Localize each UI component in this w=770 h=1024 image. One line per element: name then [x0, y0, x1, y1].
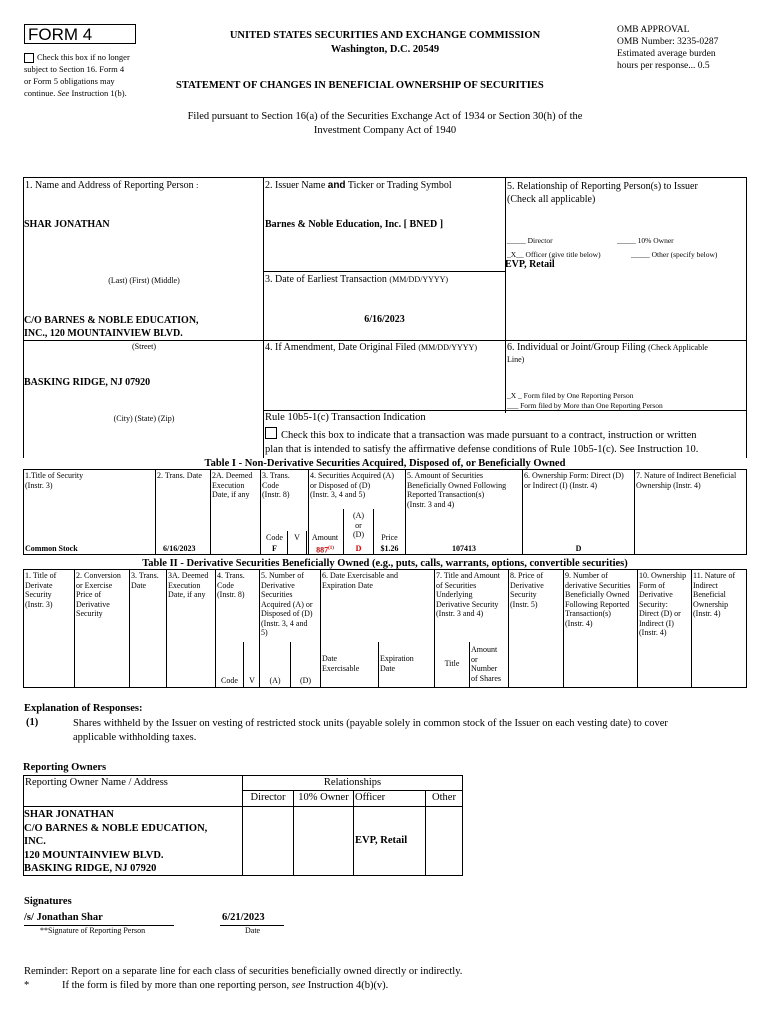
- omb-line-4: hours per response... 0.5: [617, 61, 710, 71]
- t1-header-deemed: 2A. Deemed Execution Date, if any: [212, 471, 253, 499]
- checkbox-text-2: subject to Section 16. Form 4: [24, 64, 125, 75]
- t2-header-deemed: 3A. Deemed Execution Date, if any: [168, 571, 209, 599]
- t2-header-price: 8. Price of Derivative Security (Instr. 5): [510, 571, 544, 609]
- t1-header-nature: 7. Nature of Indirect Beneficial Ownership (Instr. 4): [636, 471, 737, 490]
- checkbox-text-5: Instruction 1(b).: [71, 88, 127, 99]
- owners-col-name: Reporting Owner Name / Address: [25, 777, 168, 788]
- t1-sub-price: Price: [381, 533, 398, 542]
- street-line-2: INC., 120 MOUNTAINVIEW BLVD.: [24, 328, 183, 339]
- t2-vline-6: [320, 569, 321, 688]
- t2-vline-9: [563, 569, 564, 688]
- form-title: FORM 4: [24, 24, 136, 44]
- t1-vline-6: [522, 469, 523, 555]
- owner-address-line-5: BASKING RIDGE, NJ 07920: [24, 863, 157, 874]
- issuer-name: Barnes & Noble Education, Inc. [ BNED ]: [265, 219, 444, 230]
- earliest-transaction-date: 6/16/2023: [364, 314, 405, 325]
- table2-bottom-border: [23, 687, 747, 688]
- box4-bottom-border: [263, 410, 747, 411]
- filed-pursuant-text: [100, 110, 670, 138]
- t1-vline-3: [260, 469, 261, 555]
- t1-row-code: F: [272, 544, 277, 553]
- owner-address: [24, 808, 207, 876]
- t1-sub-v: V: [294, 533, 300, 542]
- explanation-footnote-text: [73, 717, 743, 745]
- boxes-right-border: [746, 177, 747, 458]
- no-longer-subject-checkbox[interactable]: [24, 53, 34, 63]
- box5-bottom-border: [505, 340, 747, 341]
- relationship-ten-percent-owner[interactable]: _____ 10% Owner: [617, 236, 674, 245]
- t1-sub-ad: (A) or (D): [352, 511, 365, 539]
- t2-sub-title: Title: [444, 659, 460, 668]
- t2-header-ownership-form: 10. Ownership Form of Derivative Security: Direct (D) or Indirect (I) (Instr. 4): [639, 571, 687, 637]
- owners-vline-3: [353, 790, 354, 876]
- owners-col-officer: Officer: [355, 792, 386, 803]
- t1-header-code: 3. Trans. Code (Instr. 8): [262, 471, 290, 499]
- rule-10b5-block: [265, 427, 750, 457]
- relationship-officer[interactable]: _X__ Officer (give title below): [507, 250, 601, 259]
- t2-header-title: 1. Title of Derivate Security (Instr. 3): [25, 571, 57, 609]
- name-caption: (Last) (First) (Middle): [108, 276, 180, 285]
- t1-header-acquired: 4. Securities Acquired (A) or Disposed of (D) (Instr. 3, 4 and 5): [310, 471, 394, 499]
- signature-value: /s/ Jonathan Shar: [24, 912, 103, 923]
- owner-address-line-2: C/O BARNES & NOBLE EDUCATION,: [24, 822, 208, 834]
- t1-vline-8: [746, 469, 747, 555]
- box1-label: 1. Name and Address of Reporting Person :: [25, 180, 199, 191]
- t2-sub-vline-amt: [469, 642, 470, 688]
- checkbox-text-see: See: [57, 88, 70, 99]
- reporting-person-name: SHAR JONATHAN: [24, 219, 110, 230]
- t1-row-amount: 887$^{(1)}$: [316, 545, 334, 555]
- box5-label: [507, 180, 698, 206]
- t1-row-ad: D: [355, 544, 362, 553]
- filing-option-one-person[interactable]: _X _ Form filed by One Reporting Person: [507, 391, 634, 400]
- officer-title: EVP, Retail: [505, 259, 555, 270]
- t2-vline-8: [508, 569, 509, 688]
- t1-vline-7: [634, 469, 635, 555]
- statement-title: STATEMENT OF CHANGES IN BENEFICIAL OWNERSHIP OF SECURITIES: [176, 80, 544, 91]
- omb-line-1: OMB APPROVAL: [617, 25, 690, 35]
- box2-bottom-border: [263, 271, 506, 272]
- filing-option-multiple-persons[interactable]: ___ Form filed by More than One Reporting Person: [507, 401, 663, 410]
- signatures-heading: Signatures: [24, 896, 72, 907]
- reporting-person-city: BASKING RIDGE, NJ 07920: [24, 377, 151, 388]
- box5-label-2: (Check all applicable): [507, 194, 596, 205]
- explanation-line-1: Shares withheld by the Issuer on vesting of restricted stock units (payable solely in common stock of the Issuer on each vesting date) to cover: [73, 718, 668, 729]
- t2-sub-date-exercisable: Date Exercisable: [322, 654, 360, 673]
- t2-sub-v: V: [249, 676, 255, 685]
- t1-vline-1: [155, 469, 156, 555]
- t1-header-amount-owned: 5. Amount of Securities Beneficially Owned Following Reported Transaction(s) (Instr. 3 and 4): [407, 471, 507, 509]
- rule-10b5-text-1: Check this box to indicate that a transaction was made pursuant to a contract, instruction or written: [281, 430, 697, 441]
- checkbox-text-1: Check this box if no longer: [37, 52, 130, 62]
- owners-col-director: Director: [250, 792, 286, 803]
- box3-bottom-border: [23, 340, 506, 341]
- t1-row-owned: 107413: [452, 544, 476, 553]
- owners-vline-5: [462, 775, 463, 876]
- checkbox-text-4: continue.: [24, 88, 56, 99]
- signature-caption: **Signature of Reporting Person: [40, 926, 146, 935]
- table1-bottom-border: [23, 554, 747, 555]
- explanation-footnote-number: (1): [26, 717, 39, 728]
- explanation-line-2: applicable withholding taxes.: [73, 732, 197, 743]
- t2-header-date: 3. Trans. Date: [131, 571, 159, 590]
- footnote-star: *: [24, 980, 30, 991]
- boxes-top-border: [23, 177, 747, 178]
- t1-vline-5: [405, 469, 406, 555]
- street-caption: (Street): [132, 342, 156, 351]
- footnote-text: If the form is filed by more than one reporting person, see Instruction 4(b)(v).: [62, 980, 389, 991]
- owner-address-line-1: SHAR JONATHAN: [24, 809, 114, 820]
- table2-top-border: [23, 569, 747, 570]
- t2-sub-code: Code: [221, 676, 238, 685]
- t2-sub-d: (D): [299, 676, 312, 685]
- box3-label: 3. Date of Earliest Transaction (MM/DD/YYYY): [265, 274, 449, 285]
- filed-line-1: Filed pursuant to Section 16(a) of the Securities Exchange Act of 1934 or Section 30(h) of the: [187, 111, 583, 122]
- checkbox-text-3: or Form 5 obligations may: [24, 76, 115, 87]
- t1-sub-amount: Amount: [311, 533, 339, 542]
- date-caption: Date: [245, 926, 261, 935]
- t1-header-ownership-form: 6. Ownership Form: Direct (D) or Indirect (I) (Instr. 4): [524, 471, 624, 490]
- box5-left-border: [505, 177, 506, 413]
- t2-vline-7: [434, 569, 435, 688]
- reminder-text: Reminder: Report on a separate line for each class of securities beneficially owned directly or indirectly.: [24, 966, 463, 977]
- t2-header-code: 4. Trans. Code (Instr. 8): [217, 571, 245, 599]
- filed-line-2: Investment Company Act of 1940: [313, 125, 457, 136]
- t2-header-nature: 11. Nature of Indirect Beneficial Ownership (Instr. 4): [693, 571, 736, 618]
- t1-row-form: D: [575, 544, 582, 553]
- owners-col-ten-percent: 10% Owner: [298, 792, 349, 803]
- t2-vline-11: [691, 569, 692, 688]
- reporting-owners-heading: Reporting Owners: [23, 762, 107, 773]
- table2-title: Table II - Derivative Securities Beneficially Owned (e.g., puts, calls, warrants, options, convertible securities): [142, 558, 628, 569]
- t1-sub-code: Code: [266, 533, 283, 542]
- owner-address-line-3: INC.: [24, 836, 46, 847]
- box6-label: 6. Individual or Joint/Group Filing (Check Applicable Line): [507, 342, 708, 364]
- t2-header-owned: 9. Number of derivative Securities Beneficially Owned Following Reported Transaction(s) (Instr. 4): [565, 571, 631, 628]
- t1-vline-2: [210, 469, 211, 555]
- owners-col-other: Other: [432, 792, 456, 803]
- t1-row-date: 6/16/2023: [163, 544, 196, 553]
- agency-line-2: Washington, D.C. 20549: [330, 44, 440, 55]
- t2-sub-a: (A): [269, 676, 281, 685]
- explanation-heading: Explanation of Responses:: [24, 703, 143, 714]
- agency-heading: [180, 29, 590, 57]
- t2-header-underlying: 7. Title and Amount of Securities Underlying Derivative Security (Instr. 3 and 4): [436, 571, 501, 618]
- box2-label: 2. Issuer Name and Ticker or Trading Symbol: [265, 180, 452, 191]
- owners-header-bottom: [23, 806, 463, 807]
- omb-line-2: OMB Number: 3235-0287: [617, 37, 719, 47]
- owner-officer-title: EVP, Retail: [355, 835, 408, 846]
- owners-vline-1: [242, 775, 243, 876]
- reporting-person-street: [24, 314, 199, 340]
- t1-header-title: 1.Title of Security (Instr. 3): [25, 471, 84, 490]
- t2-vline-1: [74, 569, 75, 688]
- t2-sub-amount: Amount or Number of Shares: [471, 645, 501, 683]
- t2-vline-0: [23, 569, 24, 688]
- t2-header-number: 5. Number of Derivative Securities Acquired (A) or Disposed of (D) (Instr. 3, 4 and 5): [261, 571, 313, 637]
- no-longer-subject-checkbox-block: [24, 51, 159, 99]
- t2-header-exercisable: 6. Date Exercisable and Expiration Date: [322, 571, 398, 590]
- t2-vline-12: [746, 569, 747, 688]
- t2-sub-expiration: Expiration Date: [380, 654, 414, 673]
- street-line-1: C/O BARNES & NOBLE EDUCATION,: [24, 315, 199, 326]
- table1-top-border: [23, 469, 747, 470]
- relationship-director[interactable]: _____ Director: [507, 236, 553, 245]
- t2-header-conversion: 2. Conversion or Exercise Price of Derivative Security: [76, 571, 121, 618]
- t2-vline-4: [215, 569, 216, 688]
- t2-vline-2: [129, 569, 130, 688]
- signature-date: 6/21/2023: [222, 912, 265, 923]
- city-caption: (City) (State) (Zip): [113, 414, 175, 423]
- table1-title: Table I - Non-Derivative Securities Acquired, Disposed of, or Beneficially Owned: [204, 458, 566, 469]
- t1-vline-0: [23, 469, 24, 555]
- omb-line-3: Estimated average burden: [617, 49, 716, 59]
- box4-label: 4. If Amendment, Date Original Filed (MM/DD/YYYY): [265, 342, 477, 353]
- relationship-other[interactable]: _____ Other (specify below): [631, 250, 718, 259]
- agency-line-1: UNITED STATES SECURITIES AND EXCHANGE COMMISSION: [229, 30, 541, 41]
- t2-vline-3: [166, 569, 167, 688]
- omb-approval-block: [617, 24, 718, 72]
- rule-10b5-title: Rule 10b5-1(c) Transaction Indication: [265, 412, 426, 423]
- owners-top-border: [23, 775, 463, 776]
- owners-col-relationships: Relationships: [323, 777, 382, 788]
- t2-sub-vline-exp: [378, 642, 379, 688]
- box5-label-1: 5. Relationship of Reporting Person(s) to Issuer: [507, 181, 698, 192]
- t1-row-price: $1.26: [380, 544, 399, 553]
- t2-vline-10: [637, 569, 638, 688]
- owner-address-line-4: 120 MOUNTAINVIEW BLVD.: [24, 849, 164, 861]
- t1-row-security: Common Stock: [25, 544, 78, 553]
- rule-10b5-checkbox[interactable]: [265, 427, 277, 439]
- t1-header-date: 2. Trans. Date: [157, 471, 202, 480]
- rule-10b5-text-2: plan that is intended to satisfy the affirmative defense conditions of Rule 10b5-1(c). See Instruction 10.: [265, 444, 699, 455]
- t2-vline-5: [259, 569, 260, 688]
